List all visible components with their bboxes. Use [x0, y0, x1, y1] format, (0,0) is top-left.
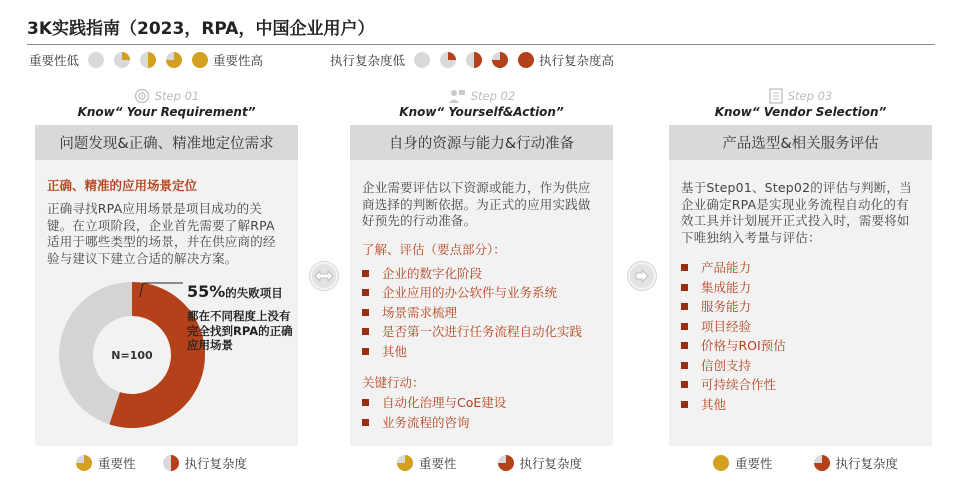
column-requirement — [35, 125, 298, 446]
bullet-square-icon — [362, 328, 369, 335]
list-item: 产品能力 — [681, 258, 932, 278]
bullet-square-icon — [362, 399, 369, 406]
complexity-ball-50-icon — [465, 51, 483, 69]
importance-label: 重要性 — [735, 456, 773, 471]
double-arrow-icon — [314, 269, 334, 283]
importance-rating-icon — [396, 454, 414, 472]
list-item: 其他 — [681, 395, 932, 415]
complexity-rating-icon — [813, 454, 831, 472]
column-self-action — [350, 125, 613, 446]
column-3-ratings — [712, 454, 898, 472]
bullet-square-icon — [681, 401, 688, 408]
donut-percent-value: 55% — [187, 282, 226, 301]
bullet-square-icon — [362, 348, 369, 355]
step-01-label: Step 01 — [154, 89, 200, 103]
list-item: 服务能力 — [681, 297, 932, 317]
harvey-ball-100-icon — [191, 51, 209, 69]
step-03-header — [669, 88, 932, 119]
complexity-rating-icon — [497, 454, 515, 472]
list-item: 自动化治理与CoE建设 — [362, 393, 613, 413]
people-icon — [448, 88, 466, 104]
bullet-square-icon — [362, 419, 369, 426]
donut-note: 都在不同程度上没有完全找到RPA的正确应用场景 — [187, 309, 293, 352]
list-item: 企业的数字化阶段 — [362, 264, 613, 284]
complexity-low-label: 执行复杂度低 — [330, 53, 406, 68]
donut-percent-label — [187, 282, 283, 301]
bullet-square-icon — [681, 362, 688, 369]
step-03-label: Step 03 — [787, 89, 833, 103]
bullet-square-icon — [681, 303, 688, 310]
column-2-section-1: 了解、评估（要点部分）： — [362, 241, 506, 257]
target-icon — [134, 88, 150, 104]
column-2-header: 自身的资源与能力&行动准备 — [350, 125, 613, 160]
step-02-header — [350, 88, 613, 119]
column-1-subtitle: 正确、精准的应用场景定位 — [47, 178, 198, 193]
importance-rating-icon — [75, 454, 93, 472]
bullet-square-icon — [362, 270, 369, 277]
list-item: 价格与ROI预估 — [681, 336, 932, 356]
column-1-header: 问题发现&正确、精准地定位需求 — [35, 125, 298, 160]
list-item: 企业应用的办公软件与业务系统 — [362, 283, 613, 303]
page-title: 3K实践指南（2023，RPA，中国企业用户） — [27, 19, 375, 39]
complexity-ball-0-icon — [413, 51, 431, 69]
column-2-list-2 — [362, 393, 613, 432]
right-arrow-icon — [635, 269, 649, 283]
column-2-section-2: 关键行动： — [362, 375, 425, 390]
column-1-ratings — [75, 454, 247, 472]
complexity-rating-icon — [162, 454, 180, 472]
importance-label: 重要性 — [98, 456, 136, 471]
complexity-label: 执行复杂度 — [184, 456, 248, 471]
complexity-ball-100-icon — [517, 51, 535, 69]
step-03-know: Know“ Vendor Selection” — [714, 105, 887, 119]
step-01-header — [35, 88, 298, 119]
list-item: 其他 — [362, 342, 613, 362]
column-3-header: 产品选型&相关服务评估 — [669, 125, 932, 160]
complexity-label: 执行复杂度 — [519, 456, 583, 471]
step-02-know: Know“ Yourself&Action” — [399, 105, 564, 119]
bullet-square-icon — [681, 264, 688, 271]
title-divider — [27, 44, 935, 45]
column-1-paragraph: 正确寻找RPA应用场景是项目成功的关键。在立项阶段，企业首先需要了解RPA适用于哪些类型的场景，并在供应商的经验与建议下建立合适的解决方案。 — [47, 201, 276, 266]
complexity-high-label: 执行复杂度高 — [539, 53, 615, 68]
column-3-list — [681, 258, 932, 414]
list-item: 业务流程的咨询 — [362, 413, 613, 433]
column-vendor-selection — [669, 125, 932, 446]
column-3-paragraph: 基于Step01、Step02的评估与判断，当企业确定RPA是实现业务流程自动化的有效工具并计划展开正式投入时，需要将如下唯独纳入考量与评估： — [681, 180, 912, 245]
complexity-ball-75-icon — [491, 51, 509, 69]
list-item: 是否第一次进行任务流程自动化实践 — [362, 322, 613, 342]
list-item: 集成能力 — [681, 278, 932, 298]
column-2-paragraph: 企业需要评估以下资源或能力，作为供应商选择的判断依据。为正式的应用实践做好预先的行动准备。 — [362, 180, 591, 228]
harvey-ball-0-icon — [87, 51, 105, 69]
bullet-square-icon — [681, 323, 688, 330]
importance-low-label: 重要性低 — [29, 53, 80, 68]
harvey-ball-25-icon — [113, 51, 131, 69]
step-arrow-2 — [628, 262, 656, 290]
step-02-label: Step 02 — [470, 89, 516, 103]
importance-high-label: 重要性高 — [213, 53, 264, 68]
list-item: 信创支持 — [681, 356, 932, 376]
list-item: 项目经验 — [681, 317, 932, 337]
list-item: 可持续合作性 — [681, 375, 932, 395]
bullet-square-icon — [362, 309, 369, 316]
bullet-square-icon — [681, 284, 688, 291]
step-arrow-1 — [310, 262, 338, 290]
list-item: 场景需求梳理 — [362, 303, 613, 323]
document-icon — [769, 88, 783, 104]
donut-center-label: N=100 — [111, 349, 153, 362]
step-01-know: Know“ Your Requirement” — [77, 105, 256, 119]
donut-percent-suffix: 的失败项目 — [225, 286, 283, 300]
harvey-ball-50-icon — [139, 51, 157, 69]
bullet-square-icon — [362, 289, 369, 296]
importance-rating-icon — [712, 454, 730, 472]
importance-label: 重要性 — [419, 456, 457, 471]
complexity-ball-25-icon — [439, 51, 457, 69]
harvey-ball-75-icon — [165, 51, 183, 69]
bullet-square-icon — [681, 381, 688, 388]
column-2-ratings — [396, 454, 582, 472]
complexity-label: 执行复杂度 — [835, 456, 899, 471]
importance-legend — [29, 51, 263, 69]
complexity-legend — [330, 51, 614, 69]
column-2-list-1 — [362, 264, 613, 362]
bullet-square-icon — [681, 342, 688, 349]
